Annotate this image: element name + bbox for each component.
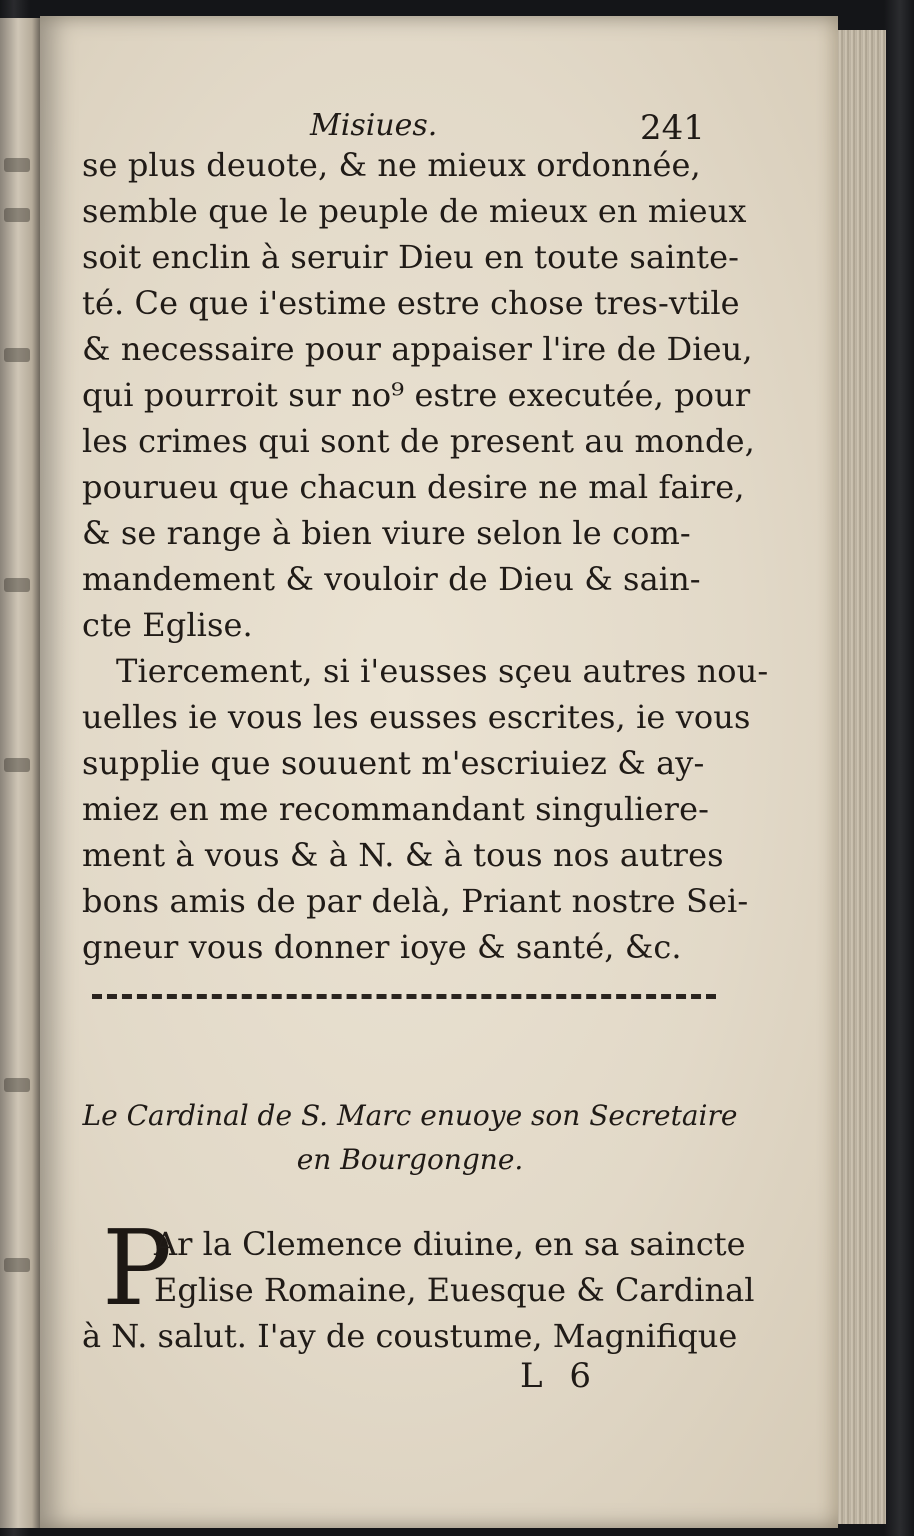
text-line: gneur vous donner ioye & santé, &c. xyxy=(82,928,682,966)
section-heading-line: en Bourgongne. xyxy=(296,1143,524,1176)
text-line: & se range à bien viure selon le com- xyxy=(82,514,691,552)
bleed-mark xyxy=(4,158,30,172)
text-line: cte Eglise. xyxy=(82,606,253,644)
text-line: semble que le peuple de mieux en mieux xyxy=(82,192,747,230)
bleed-mark xyxy=(4,1258,30,1272)
bleed-mark xyxy=(4,578,30,592)
text-line: Eglise Romaine, Euesque & Cardinal xyxy=(154,1271,755,1309)
text-line: té. Ce que i'estime estre chose tres-vtile xyxy=(82,284,740,322)
text-line: & necessaire pour appaiser l'ire de Dieu, xyxy=(82,330,753,368)
body-text xyxy=(82,142,769,970)
text-line: mandement & vouloir de Dieu & sain- xyxy=(82,560,701,598)
text-line: pourueu que chacun desire ne mal faire, xyxy=(82,468,745,506)
text-line: ment à vous & à N. & à tous nos autres xyxy=(82,836,724,874)
section-divider-rule xyxy=(92,994,716,999)
text-line: les crimes qui sont de present au monde, xyxy=(82,422,755,460)
drop-cap: P xyxy=(102,1207,172,1329)
text-line: miez en me recommandant singuliere- xyxy=(82,790,710,828)
bleed-mark xyxy=(4,208,30,222)
previous-page-edge xyxy=(0,18,40,1528)
text-line: Tiercement, si i'eusses sçeu autres nou- xyxy=(116,652,769,690)
bleed-mark xyxy=(4,1078,30,1092)
letter-text xyxy=(82,1221,762,1359)
bleed-mark xyxy=(4,758,30,772)
page-number: 241 xyxy=(640,108,705,148)
text-line: soit enclin à seruir Dieu en toute saintе- xyxy=(82,238,740,276)
text-line: se plus deuote, & ne mieux ordonnée, xyxy=(82,146,701,184)
bleed-mark xyxy=(4,348,30,362)
text-line: Ar la Clemence diuine, en sa saincte xyxy=(154,1225,746,1263)
section-heading-line: Le Cardinal de S. Marc enuoye son Secretaire xyxy=(82,1099,738,1132)
text-line: qui pourroit sur no⁹ estre executée, pour xyxy=(82,376,751,414)
text-line: supplie que souuent m'escriuiez & ay- xyxy=(82,744,705,782)
page-block-edge xyxy=(838,30,886,1524)
book-page xyxy=(40,16,838,1528)
signature-mark: L 6 xyxy=(520,1356,600,1396)
text-line: uelles ie vous les eusses escrites, ie vous xyxy=(82,698,751,736)
text-line: bons amis de par delà, Priant nostre Sei- xyxy=(82,882,749,920)
text-line: à N. salut. I'ay de coustume, Magnifique xyxy=(82,1317,738,1355)
running-head-title: Misiues. xyxy=(310,108,438,143)
section-heading xyxy=(70,1094,750,1182)
